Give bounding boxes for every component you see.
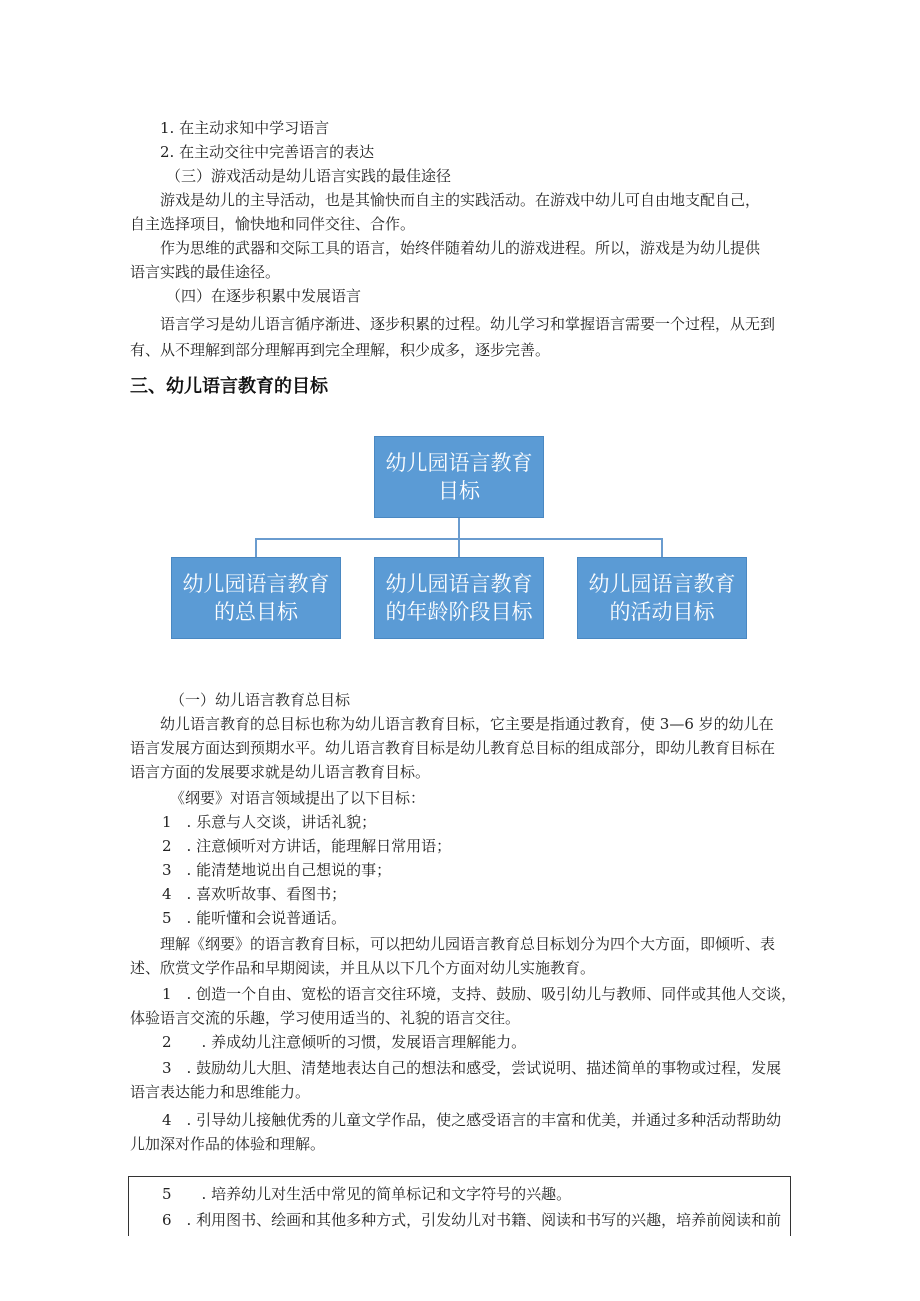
paragraph-line: 儿加深对作品的体验和理解。 [130, 1135, 326, 1153]
paragraph-line: 幼儿语言教育的总目标也称为幼儿语言教育目标，它主要是指通过教育，使 3—6 岁的幼儿在 [160, 715, 774, 733]
list-item: 4 . 喜欢听故事、看图书； [162, 885, 347, 903]
list-item: 1 . 乐意与人交谈，讲话礼貌； [162, 813, 377, 831]
paragraph-line: 语言发展方面达到预期水平。幼儿语言教育目标是幼儿教育总目标的组成部分，即幼儿教育目标在 [130, 739, 776, 757]
paragraph-line: 理解《纲要》的语言教育目标，可以把幼儿园语言教育总目标划分为四个大方面，即倾听、表 [160, 935, 776, 953]
paragraph-line: 体验语言交流的乐趣，学习使用适当的、礼貌的语言交往。 [130, 1009, 521, 1027]
section-heading: 三、幼儿语言教育的目标 [130, 376, 328, 397]
paragraph-line: 自主选择项目，愉快地和同伴交往、合作。 [130, 215, 416, 233]
list-item: 2 . 养成幼儿注意倾听的习惯，发展语言理解能力。 [162, 1033, 527, 1051]
list-item: 3 . 鼓励幼儿大胆、清楚地表达自己的想法和感受，尝试说明、描述简单的事物或过程，发展 [162, 1059, 782, 1077]
paragraph-line: 语言方面的发展要求就是幼儿语言教育目标。 [130, 763, 431, 781]
connector-line [458, 538, 460, 557]
paragraph-line: 语言学习是幼儿语言循序渐进、逐步积累的过程。幼儿学习和掌握语言需要一个过程，从无到 [160, 315, 776, 333]
paragraph-line: 语言表达能力和思维能力。 [130, 1083, 311, 1101]
list-item: 3 . 能清楚地说出自己想说的事； [162, 861, 392, 879]
diagram-child-node: 幼儿园语言教育 的活动目标 [577, 557, 747, 639]
paragraph-line: 语言实践的最佳途径。 [130, 263, 281, 281]
paragraph-line: 《纲要》对语言领域提出了以下目标： [170, 789, 426, 807]
diagram-child-node: 幼儿园语言教育 的年龄阶段目标 [374, 557, 544, 639]
paragraph-line: 述、欣赏文学作品和早期阅读，并且从以下几个方面对幼儿实施教育。 [130, 959, 596, 977]
subheading: （三）游戏活动是幼儿语言实践的最佳途径 [166, 167, 452, 185]
paragraph-line: 作为思维的武器和交际工具的语言，始终伴随着幼儿的游戏进程。所以，游戏是为幼儿提供 [160, 239, 761, 257]
list-item: 5 . 培养幼儿对生活中常见的简单标记和文字符号的兴趣。 [162, 1185, 572, 1203]
subheading: （一）幼儿语言教育总目标 [170, 691, 351, 709]
paragraph-line: 有、从不理解到部分理解再到完全理解，积少成多，逐步完善。 [130, 341, 551, 359]
connector-line [255, 538, 257, 557]
connector-line [661, 538, 663, 557]
list-item: 2 . 注意倾听对方讲话，能理解日常用语； [162, 837, 452, 855]
list-item: 1. 在主动求知中学习语言 [160, 119, 330, 137]
diagram-child-node: 幼儿园语言教育 的总目标 [171, 557, 341, 639]
list-item: 4 . 引导幼儿接触优秀的儿童文学作品，使之感受语言的丰富和优美，并通过多种活动帮助幼 [162, 1111, 782, 1129]
list-item: 5 . 能听懂和会说普通话。 [162, 909, 347, 927]
list-item: 6 . 利用图书、绘画和其他多种方式，引发幼儿对书籍、阅读和书写的兴趣，培养前阅读和前 [162, 1211, 782, 1229]
paragraph-line: 游戏是幼儿的主导活动，也是其愉快而自主的实践活动。在游戏中幼儿可自由地支配自己， [160, 191, 761, 209]
connector-line [458, 518, 460, 539]
list-item: 2. 在主动交往中完善语言的表达 [160, 143, 375, 161]
diagram-root-node: 幼儿园语言教育 目标 [374, 436, 544, 518]
subheading: （四）在逐步积累中发展语言 [166, 287, 362, 305]
list-item: 1 . 创造一个自由、宽松的语言交往环境，支持、鼓励、吸引幼儿与教师、同伴或其他人交谈， [162, 985, 797, 1003]
